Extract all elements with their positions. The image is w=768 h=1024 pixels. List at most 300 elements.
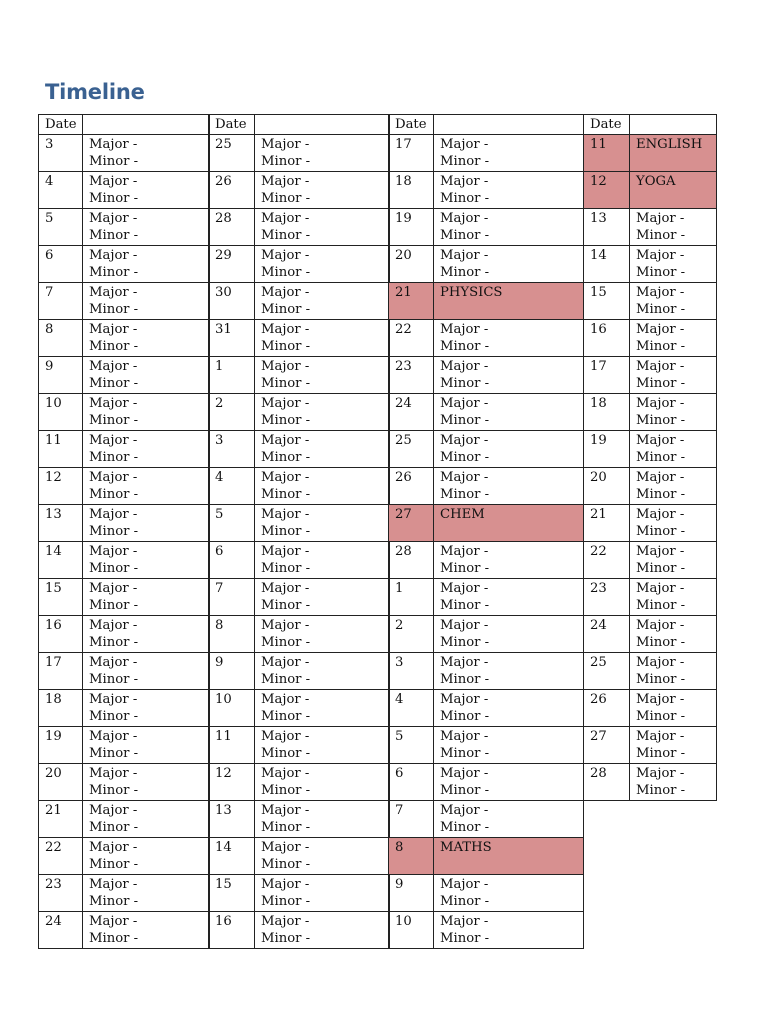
date-cell: 16 (209, 911, 255, 948)
major-label: Major - (440, 728, 489, 744)
date-cell: 10 (39, 393, 83, 430)
major-minor-cell (255, 171, 390, 208)
major-label: Major - (261, 617, 310, 633)
date-cell: 23 (389, 356, 434, 393)
date-cell: 22 (584, 541, 630, 578)
table-row (39, 726, 210, 763)
date-cell: 6 (209, 541, 255, 578)
minor-label: Minor - (440, 413, 490, 428)
date-cell: 29 (209, 245, 255, 282)
major-minor-cell (630, 615, 717, 652)
date-cell: 8 (389, 837, 434, 874)
date-cell: 13 (584, 208, 630, 245)
page-title: Timeline (45, 80, 145, 104)
major-minor-cell (434, 430, 584, 467)
date-cell: 24 (39, 911, 83, 948)
date-cell: 21 (584, 504, 630, 541)
table-row (209, 800, 390, 837)
date-cell: 26 (209, 171, 255, 208)
table-row (389, 689, 584, 726)
minor-label: Minor - (89, 524, 139, 539)
date-cell: 18 (584, 393, 630, 430)
table-row (209, 504, 390, 541)
major-minor-cell (83, 911, 210, 948)
minor-label: Minor - (89, 561, 139, 576)
minor-label: Minor - (440, 265, 490, 280)
major-label: Major - (89, 802, 138, 818)
timeline-table-2 (208, 114, 390, 949)
minor-label: Minor - (261, 894, 311, 909)
major-minor-cell (630, 578, 717, 615)
major-minor-cell (83, 171, 210, 208)
major-minor-cell (255, 319, 390, 356)
table-row (389, 578, 584, 615)
date-header: Date (584, 115, 630, 135)
minor-label: Minor - (261, 598, 311, 613)
minor-label: Minor - (440, 820, 490, 835)
table-row (209, 208, 390, 245)
minor-label: Minor - (89, 339, 139, 354)
major-label: Major - (636, 432, 685, 448)
major-label: Major - (89, 654, 138, 670)
table-row (209, 911, 390, 948)
major-minor-cell (255, 726, 390, 763)
minor-label: Minor - (636, 228, 686, 243)
date-cell: 3 (39, 134, 83, 171)
major-label: Major - (636, 506, 685, 522)
date-cell: 25 (209, 134, 255, 171)
date-cell: 24 (389, 393, 434, 430)
table-row (584, 615, 717, 652)
major-label: Major - (261, 247, 310, 263)
date-cell: 16 (39, 615, 83, 652)
major-minor-cell (630, 356, 717, 393)
subject-header (255, 115, 390, 135)
date-cell: 23 (39, 874, 83, 911)
major-minor-cell (630, 393, 717, 430)
major-minor-cell (255, 467, 390, 504)
subject-header (83, 115, 210, 135)
date-cell: 20 (584, 467, 630, 504)
date-cell: 10 (209, 689, 255, 726)
minor-label: Minor - (261, 413, 311, 428)
date-cell: 20 (39, 763, 83, 800)
table-row (39, 578, 210, 615)
major-minor-cell (255, 356, 390, 393)
table-row (389, 504, 584, 541)
major-label: Major - (89, 284, 138, 300)
date-cell: 14 (209, 837, 255, 874)
table-row (584, 652, 717, 689)
table-row (389, 134, 584, 171)
major-label: Major - (89, 506, 138, 522)
date-cell: 10 (389, 911, 434, 948)
table-row (389, 652, 584, 689)
major-label: Major - (440, 913, 489, 929)
table-row (389, 874, 584, 911)
table-row (209, 652, 390, 689)
major-label: Major - (89, 173, 138, 189)
date-cell: 8 (39, 319, 83, 356)
major-minor-cell (434, 134, 584, 171)
table-row (584, 134, 717, 171)
major-label: Major - (261, 580, 310, 596)
major-label: Major - (89, 691, 138, 707)
minor-label: Minor - (261, 783, 311, 798)
major-minor-cell (83, 541, 210, 578)
major-label: Major - (440, 617, 489, 633)
major-label: Major - (440, 136, 489, 152)
major-label: Major - (636, 765, 685, 781)
date-cell: 22 (389, 319, 434, 356)
date-header: Date (39, 115, 83, 135)
table-row (209, 726, 390, 763)
table-row (389, 800, 584, 837)
minor-label: Minor - (89, 857, 139, 872)
minor-label: Minor - (440, 450, 490, 465)
date-cell: 28 (209, 208, 255, 245)
major-minor-cell (255, 615, 390, 652)
major-minor-cell (83, 578, 210, 615)
major-label: Major - (440, 173, 489, 189)
table-row (39, 652, 210, 689)
minor-label: Minor - (261, 709, 311, 724)
minor-label: Minor - (261, 931, 311, 946)
major-label: Major - (89, 839, 138, 855)
major-minor-cell (255, 282, 390, 319)
minor-label: Minor - (440, 487, 490, 502)
date-cell: 17 (584, 356, 630, 393)
table-row (584, 504, 717, 541)
table-row (389, 911, 584, 948)
date-cell: 15 (584, 282, 630, 319)
date-cell: 6 (39, 245, 83, 282)
minor-label: Minor - (636, 413, 686, 428)
major-label: Major - (261, 802, 310, 818)
major-minor-cell (255, 652, 390, 689)
major-minor-cell (434, 356, 584, 393)
minor-label: Minor - (440, 154, 490, 169)
minor-label: Minor - (89, 598, 139, 613)
table-row (584, 578, 717, 615)
date-cell: 9 (39, 356, 83, 393)
major-minor-cell (434, 689, 584, 726)
major-label: Major - (261, 543, 310, 559)
timeline-table-4 (583, 114, 717, 801)
subject-header (630, 115, 717, 135)
table-row (584, 282, 717, 319)
minor-label: Minor - (89, 265, 139, 280)
minor-label: Minor - (636, 709, 686, 724)
table-row (39, 319, 210, 356)
minor-label: Minor - (636, 450, 686, 465)
date-cell: 28 (584, 763, 630, 800)
major-label: Major - (89, 358, 138, 374)
table-row (39, 837, 210, 874)
minor-label: Minor - (440, 191, 490, 206)
table-row (389, 726, 584, 763)
date-cell: 15 (39, 578, 83, 615)
major-label: Major - (440, 654, 489, 670)
date-cell: 7 (39, 282, 83, 319)
major-label: Major - (89, 580, 138, 596)
major-label: Major - (440, 469, 489, 485)
major-label: Major - (636, 358, 685, 374)
minor-label: Minor - (89, 894, 139, 909)
major-minor-cell (255, 541, 390, 578)
major-minor-cell (83, 467, 210, 504)
major-minor-cell (83, 615, 210, 652)
minor-label: Minor - (636, 339, 686, 354)
table-row (39, 689, 210, 726)
date-cell: 6 (389, 763, 434, 800)
major-minor-cell (255, 430, 390, 467)
table-row (209, 134, 390, 171)
date-cell: 31 (209, 319, 255, 356)
major-label: Major - (89, 395, 138, 411)
major-label: Major - (261, 839, 310, 855)
major-label: Major - (89, 617, 138, 633)
major-minor-cell (83, 282, 210, 319)
date-cell: 23 (584, 578, 630, 615)
minor-label: Minor - (440, 746, 490, 761)
minor-label: Minor - (636, 746, 686, 761)
date-cell: 21 (39, 800, 83, 837)
minor-label: Minor - (89, 672, 139, 687)
major-label: Major - (440, 691, 489, 707)
minor-label: Minor - (261, 820, 311, 835)
major-label: Major - (440, 210, 489, 226)
date-cell: 17 (39, 652, 83, 689)
minor-label: Minor - (636, 265, 686, 280)
minor-label: Minor - (440, 228, 490, 243)
major-minor-cell (434, 208, 584, 245)
major-minor-cell (255, 245, 390, 282)
table-row (389, 430, 584, 467)
minor-label: Minor - (261, 228, 311, 243)
major-minor-cell (255, 689, 390, 726)
minor-label: Minor - (261, 672, 311, 687)
date-header: Date (209, 115, 255, 135)
major-label: Major - (261, 432, 310, 448)
major-minor-cell (83, 652, 210, 689)
table-row (39, 911, 210, 948)
table-header-row (389, 115, 584, 135)
date-cell: 19 (389, 208, 434, 245)
major-label: Major - (261, 358, 310, 374)
date-cell: 26 (389, 467, 434, 504)
major-minor-cell (255, 134, 390, 171)
minor-label: Minor - (89, 820, 139, 835)
minor-label: Minor - (440, 635, 490, 650)
major-minor-cell (83, 430, 210, 467)
major-label: Major - (636, 580, 685, 596)
major-label: Major - (89, 876, 138, 892)
minor-label: Minor - (636, 487, 686, 502)
table-row (39, 504, 210, 541)
major-minor-cell (255, 800, 390, 837)
major-minor-cell (434, 245, 584, 282)
minor-label: Minor - (261, 487, 311, 502)
major-minor-cell (255, 208, 390, 245)
major-minor-cell (434, 652, 584, 689)
table-row (584, 726, 717, 763)
table-row (209, 467, 390, 504)
date-cell: 19 (39, 726, 83, 763)
major-minor-cell (434, 541, 584, 578)
major-minor-cell (630, 467, 717, 504)
major-minor-cell (83, 319, 210, 356)
date-cell: 14 (584, 245, 630, 282)
major-label: Major - (89, 321, 138, 337)
major-label: Major - (261, 765, 310, 781)
subject-cell-highlighted: MATHS (434, 837, 584, 874)
date-cell: 17 (389, 134, 434, 171)
major-label: Major - (261, 654, 310, 670)
minor-label: Minor - (89, 709, 139, 724)
major-label: Major - (89, 469, 138, 485)
table-row (209, 171, 390, 208)
major-minor-cell (83, 726, 210, 763)
date-cell: 13 (39, 504, 83, 541)
date-cell: 3 (389, 652, 434, 689)
table-row (584, 356, 717, 393)
major-minor-cell (630, 652, 717, 689)
major-label: Major - (636, 321, 685, 337)
major-minor-cell (83, 245, 210, 282)
minor-label: Minor - (261, 524, 311, 539)
major-label: Major - (440, 580, 489, 596)
minor-label: Minor - (89, 302, 139, 317)
major-label: Major - (261, 691, 310, 707)
subject-cell-highlighted: YOGA (630, 171, 717, 208)
major-minor-cell (434, 319, 584, 356)
major-label: Major - (636, 469, 685, 485)
major-minor-cell (255, 911, 390, 948)
table-row (39, 800, 210, 837)
major-label: Major - (636, 543, 685, 559)
table-row (39, 467, 210, 504)
timeline-table-3 (388, 114, 584, 949)
major-minor-cell (434, 578, 584, 615)
table-row (389, 393, 584, 430)
table-row (584, 208, 717, 245)
minor-label: Minor - (261, 376, 311, 391)
major-minor-cell (83, 134, 210, 171)
major-label: Major - (636, 395, 685, 411)
major-label: Major - (440, 876, 489, 892)
major-minor-cell (255, 874, 390, 911)
minor-label: Minor - (89, 635, 139, 650)
major-label: Major - (261, 728, 310, 744)
major-label: Major - (636, 247, 685, 263)
table-row (584, 245, 717, 282)
major-minor-cell (434, 171, 584, 208)
subject-cell-highlighted: PHYSICS (434, 282, 584, 319)
table-row (389, 282, 584, 319)
minor-label: Minor - (261, 857, 311, 872)
table-row (584, 393, 717, 430)
timeline-table-1 (38, 114, 210, 949)
minor-label: Minor - (261, 450, 311, 465)
major-minor-cell (630, 763, 717, 800)
table-row (584, 763, 717, 800)
minor-label: Minor - (636, 598, 686, 613)
major-label: Major - (89, 913, 138, 929)
date-cell: 4 (39, 171, 83, 208)
minor-label: Minor - (89, 783, 139, 798)
major-minor-cell (255, 763, 390, 800)
table-row (209, 319, 390, 356)
major-minor-cell (630, 208, 717, 245)
table-row (39, 245, 210, 282)
date-cell: 16 (584, 319, 630, 356)
table-row (39, 615, 210, 652)
table-header-row (584, 115, 717, 135)
date-cell: 5 (39, 208, 83, 245)
major-label: Major - (261, 136, 310, 152)
date-cell: 2 (209, 393, 255, 430)
major-label: Major - (89, 136, 138, 152)
major-label: Major - (440, 358, 489, 374)
minor-label: Minor - (261, 635, 311, 650)
major-label: Major - (89, 210, 138, 226)
minor-label: Minor - (261, 561, 311, 576)
date-cell: 7 (389, 800, 434, 837)
table-header-row (209, 115, 390, 135)
date-cell: 22 (39, 837, 83, 874)
table-row (209, 615, 390, 652)
major-minor-cell (630, 245, 717, 282)
date-cell: 14 (39, 541, 83, 578)
minor-label: Minor - (440, 339, 490, 354)
major-minor-cell (83, 356, 210, 393)
minor-label: Minor - (636, 302, 686, 317)
table-row (209, 430, 390, 467)
minor-label: Minor - (261, 339, 311, 354)
date-cell: 18 (39, 689, 83, 726)
minor-label: Minor - (261, 154, 311, 169)
minor-label: Minor - (89, 931, 139, 946)
table-row (39, 356, 210, 393)
major-minor-cell (255, 393, 390, 430)
major-label: Major - (440, 432, 489, 448)
minor-label: Minor - (440, 672, 490, 687)
date-cell: 9 (389, 874, 434, 911)
minor-label: Minor - (89, 450, 139, 465)
major-minor-cell (83, 837, 210, 874)
table-row (39, 208, 210, 245)
major-label: Major - (261, 321, 310, 337)
table-row (39, 874, 210, 911)
minor-label: Minor - (89, 228, 139, 243)
major-minor-cell (434, 763, 584, 800)
minor-label: Minor - (261, 191, 311, 206)
table-row (584, 319, 717, 356)
minor-label: Minor - (636, 635, 686, 650)
major-label: Major - (440, 765, 489, 781)
date-cell: 15 (209, 874, 255, 911)
table-row (39, 393, 210, 430)
date-cell: 9 (209, 652, 255, 689)
major-label: Major - (636, 210, 685, 226)
table-row (209, 689, 390, 726)
major-label: Major - (440, 543, 489, 559)
minor-label: Minor - (89, 376, 139, 391)
date-cell: 18 (389, 171, 434, 208)
major-label: Major - (440, 321, 489, 337)
table-row (209, 393, 390, 430)
